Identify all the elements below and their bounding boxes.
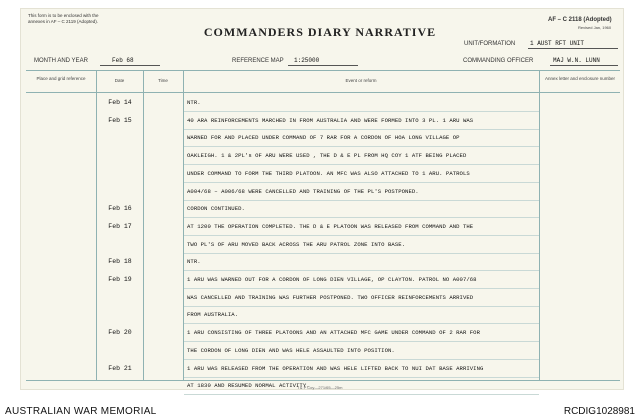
page-title: COMMANDERS DIARY NARRATIVE xyxy=(203,25,437,39)
col-divider-event xyxy=(539,70,540,380)
co-label: COMMANDING OFFICER xyxy=(463,58,534,64)
form-note-line-2: annexes in AF – C 2119 (Adopted). xyxy=(28,19,98,24)
entry-text-line: THE CORDON OF LONG DIEN AND WAS HELE ASSAULTED INTO POSITION. xyxy=(187,346,395,354)
entry-ruled-line xyxy=(184,235,539,236)
entry-ruled-line xyxy=(184,164,539,165)
entry-ruled-line xyxy=(184,394,539,395)
form-note xyxy=(28,13,99,25)
entry-ruled-line xyxy=(184,377,539,378)
col-header-event: Event or reform xyxy=(345,78,377,83)
entry-text-line: 1 ARU WAS RELEASED FROM THE OPERATION AND WAS HELE LIFTED BACK TO NUI DAT BASE ARRIVING xyxy=(187,364,484,372)
entry-date: Feb 14 xyxy=(108,99,132,106)
co-value: MAJ W.N. LUNN xyxy=(553,57,600,64)
entry-date: Feb 16 xyxy=(108,205,132,213)
credit-record-id: RCDIG1028981 xyxy=(563,406,635,417)
month-label: MONTH AND YEAR xyxy=(34,58,88,64)
entry-text-line: 1 ARU WAS WARNED OUT FOR A CORDON OF LONG DIEN VILLAGE, OP CLAYTON. PATROL NO A007/68 xyxy=(187,276,477,283)
unit-underline xyxy=(528,48,618,49)
entry-date: Feb 20 xyxy=(108,329,132,337)
entry-text-line: WARNED FOR AND PLACED UNDER COMMAND OF 7 RAR FOR A CORDON OF HOA LONG VILLAGE OP xyxy=(187,134,460,142)
entry-ruled-line xyxy=(184,200,539,201)
col-divider-date xyxy=(143,70,144,380)
col-header-annex: Annex letter and enclosure number xyxy=(544,76,616,81)
entry-ruled-line xyxy=(184,341,539,342)
entry-text-line: FROM AUSTRALIA. xyxy=(187,311,239,319)
map-underline xyxy=(288,65,358,66)
entry-text-line: AT 1830 AND RESUMED NORMAL ACTIVITY. xyxy=(187,382,310,390)
entry-date: Feb 15 xyxy=(108,116,132,124)
entry-text-line: CORDON CONTINUED. xyxy=(187,205,245,213)
unit-label: UNIT/FORMATION xyxy=(464,41,516,47)
form-note-line-1: This form is to be enclosed with the xyxy=(28,13,99,18)
map-label: REFERENCE MAP xyxy=(232,58,284,64)
table-header-rule xyxy=(26,92,620,93)
entry-text-line: A004/68 – A006/68 WERE CANCELLED AND TRAINING OF THE PL'S POSTPONED. xyxy=(187,187,419,195)
entry-ruled-line xyxy=(184,129,539,130)
entry-text-line: WAS CANCELLED AND TRAINING WAS FURTHER POSTPONED. TWO OFFICER REINFORCEMENTS ARRIVED xyxy=(187,293,474,301)
col-header-time: Time xyxy=(158,78,168,83)
entry-text-line: OAKLEIGH. 1 & 2PL's OF ARU WERE USED , THE D & E PL FROM HQ COY 1 ATF BEING PLACED xyxy=(187,152,467,160)
unit-value: 1 AUST RFT UNIT xyxy=(530,40,585,47)
form-number: AF – C 2118 (Adopted) xyxy=(548,17,612,23)
col-header-place: Place and grid reference xyxy=(36,76,86,81)
print-code: I & P Coy—271/65—25m xyxy=(297,385,343,390)
entry-text-line: 1 ARU CONSISTING OF THREE PLATOONS AND AN ATTACHED MFC GAME UNDER COMMAND OF 2 RAR FOR xyxy=(187,329,480,337)
co-underline xyxy=(550,65,618,66)
entry-text-line: NTR. xyxy=(187,99,201,106)
entry-ruled-line xyxy=(184,146,539,147)
entry-date: Feb 21 xyxy=(108,364,132,372)
table-top-rule xyxy=(26,70,620,71)
col-divider-place xyxy=(96,70,97,380)
table-bottom-rule xyxy=(26,380,620,381)
entry-ruled-line xyxy=(184,182,539,183)
map-value: 1:25000 xyxy=(294,57,320,64)
entry-date: Feb 19 xyxy=(108,276,132,283)
entry-date: Feb 17 xyxy=(108,222,132,230)
month-underline xyxy=(100,65,160,66)
entry-text-line: NTR. xyxy=(187,258,201,266)
entry-ruled-line xyxy=(184,323,539,324)
entry-ruled-line xyxy=(184,253,539,254)
entry-ruled-line xyxy=(184,288,539,289)
entry-text-line: TWO PL'S OF ARU MOVED BACK ACROSS THE ARU PATROL ZONE INTO BASE. xyxy=(187,240,406,248)
entry-ruled-line xyxy=(184,359,539,360)
entry-text-line: AT 1200 THE OPERATION COMPLETED. THE D & E PLATOON WAS RELEASED FROM COMMAND AND THE xyxy=(187,222,474,230)
entry-ruled-line xyxy=(184,217,539,218)
entry-ruled-line xyxy=(184,306,539,307)
revised-date: Revised Jan, 1960 xyxy=(578,25,612,30)
col-divider-time xyxy=(183,70,184,380)
entry-text-line: 40 ARA REINFORCEMENTS MARCHED IN FROM AUSTRALIA AND WERE FORMED INTO 3 PL. 1 ARU WAS xyxy=(187,116,474,124)
entry-date: Feb 18 xyxy=(108,258,132,266)
month-value: Feb 68 xyxy=(112,57,134,64)
entry-text-line: UNDER COMMAND TO FORM THE THIRD PLATOON. AN MFC WAS ALSO ATTACHED TO 1 ARU. PATROLS xyxy=(187,169,470,177)
col-header-date: Date xyxy=(114,78,125,83)
entry-ruled-line xyxy=(184,270,539,271)
credit-archive: AUSTRALIAN WAR MEMORIAL xyxy=(5,406,157,417)
entry-ruled-line xyxy=(184,111,539,112)
